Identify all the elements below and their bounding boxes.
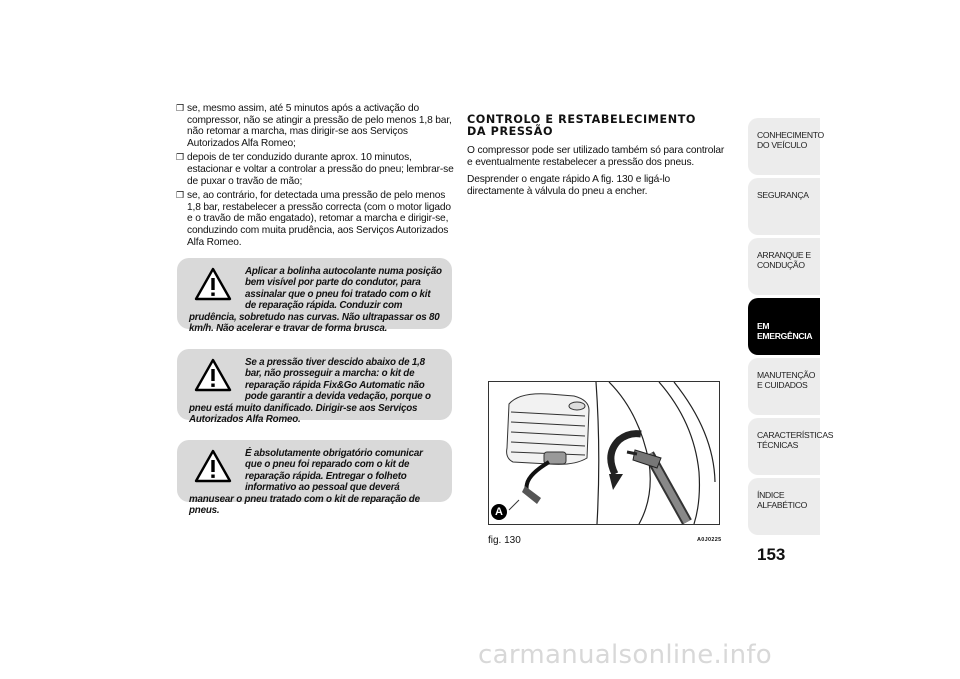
callout-a-badge: A	[491, 504, 507, 520]
tab-indice-alfabetico[interactable]: ÍNDICE ALFABÉTICO	[748, 478, 820, 535]
list-item: ❒ se, ao contrário, for detectada uma pressão de pelo menos 1,8 bar, restabelecer a pressão correcta (com o motor ligado e o travão de mão engatado), retomar a marcha e dirigir-se, conduzindo com muita prudência, aos Serviços Autorizados Alfa Romeo.	[176, 190, 451, 248]
tab-em-emergencia[interactable]: EM EMERGÊNCIA	[748, 298, 820, 355]
checkbox-bullet-icon: ❒	[176, 152, 184, 163]
section-paragraph: Desprender o engate rápido A fig. 130 e ligá-lo directamente à válvula do pneu a encher.	[467, 174, 671, 197]
page-number: 153	[757, 545, 786, 564]
tab-conhecimento-do-veiculo[interactable]: CONHECIMENTO DO VEÍCULO	[748, 118, 820, 175]
compressor-drawing	[489, 382, 719, 524]
watermark: carmanualsonline.info	[478, 640, 773, 670]
tab-arranque-e-conducao[interactable]: ARRANQUE E CONDUÇÃO	[748, 238, 820, 295]
bullet-list	[176, 103, 456, 251]
checkbox-bullet-icon: ❒	[176, 190, 184, 201]
figure-compressor-illustration	[488, 381, 720, 525]
tab-seguranca[interactable]: SEGURANÇA	[748, 178, 820, 235]
warning-box	[177, 258, 452, 335]
warning-text: Aplicar a bolinha autocolante numa posição bem visível por parte do condutor, para assinalar que o pneu foi tratado com o kit de reparação rápida. Conduzir com prudência, sobretudo nas curvas. Não ultrapassar os 80 km/h. Não acelerar e travar de forma brusca.	[189, 266, 442, 335]
warning-text: Se a pressão tiver descido abaixo de 1,8 bar, não prosseguir a marcha: o kit de reparação rápida Fix&Go Automatic não pode garantir a devida vedação, porque o pneu está muito danificado. Dirigir-se aos Serviços Autorizados Alfa Romeo.	[189, 357, 431, 426]
section-heading: CONTROLO E RESTABELECIMENTO DA PRESSÃO	[467, 113, 697, 138]
warning-text: É absolutamente obrigatório comunicar que o pneu foi reparado com o kit de reparação rápida. Entregar o folheto informativo ao pessoal que deverá manusear o pneu tratado com o kit de reparação de pneus.	[189, 448, 423, 517]
warning-triangle-icon	[193, 266, 233, 302]
tab-caracteristicas-tecnicas[interactable]: CARACTERÍSTICAS TÉCNICAS	[748, 418, 820, 475]
warning-triangle-icon	[193, 357, 233, 393]
list-item: ❒ se, mesmo assim, até 5 minutos após a activação do compressor, não se atingir a pressão de pelo menos 1,8 bar, não retomar a marcha, mas dirigir-se aos Serviços Autorizados Alfa Romeo;	[176, 103, 452, 149]
list-item: ❒ depois de ter conduzido durante aprox. 10 minutos, estacionar e voltar a controlar a pressão do pneu; lembrar-se de puxar o travão de mão;	[176, 152, 454, 187]
figure-caption: fig. 130	[488, 535, 521, 546]
tab-manutencao-e-cuidados[interactable]: MANUTENÇÃO E CUIDADOS	[748, 358, 820, 415]
warning-box	[177, 440, 452, 517]
figure-code: A0J0225	[697, 537, 722, 543]
checkbox-bullet-icon: ❒	[176, 103, 184, 113]
chapter-tabs	[748, 118, 834, 538]
warning-triangle-icon	[193, 448, 233, 484]
warning-box	[177, 349, 452, 426]
section-paragraph: O compressor pode ser utilizado também só para controlar e eventualmente restabelecer a pressão dos pneus.	[467, 145, 725, 168]
